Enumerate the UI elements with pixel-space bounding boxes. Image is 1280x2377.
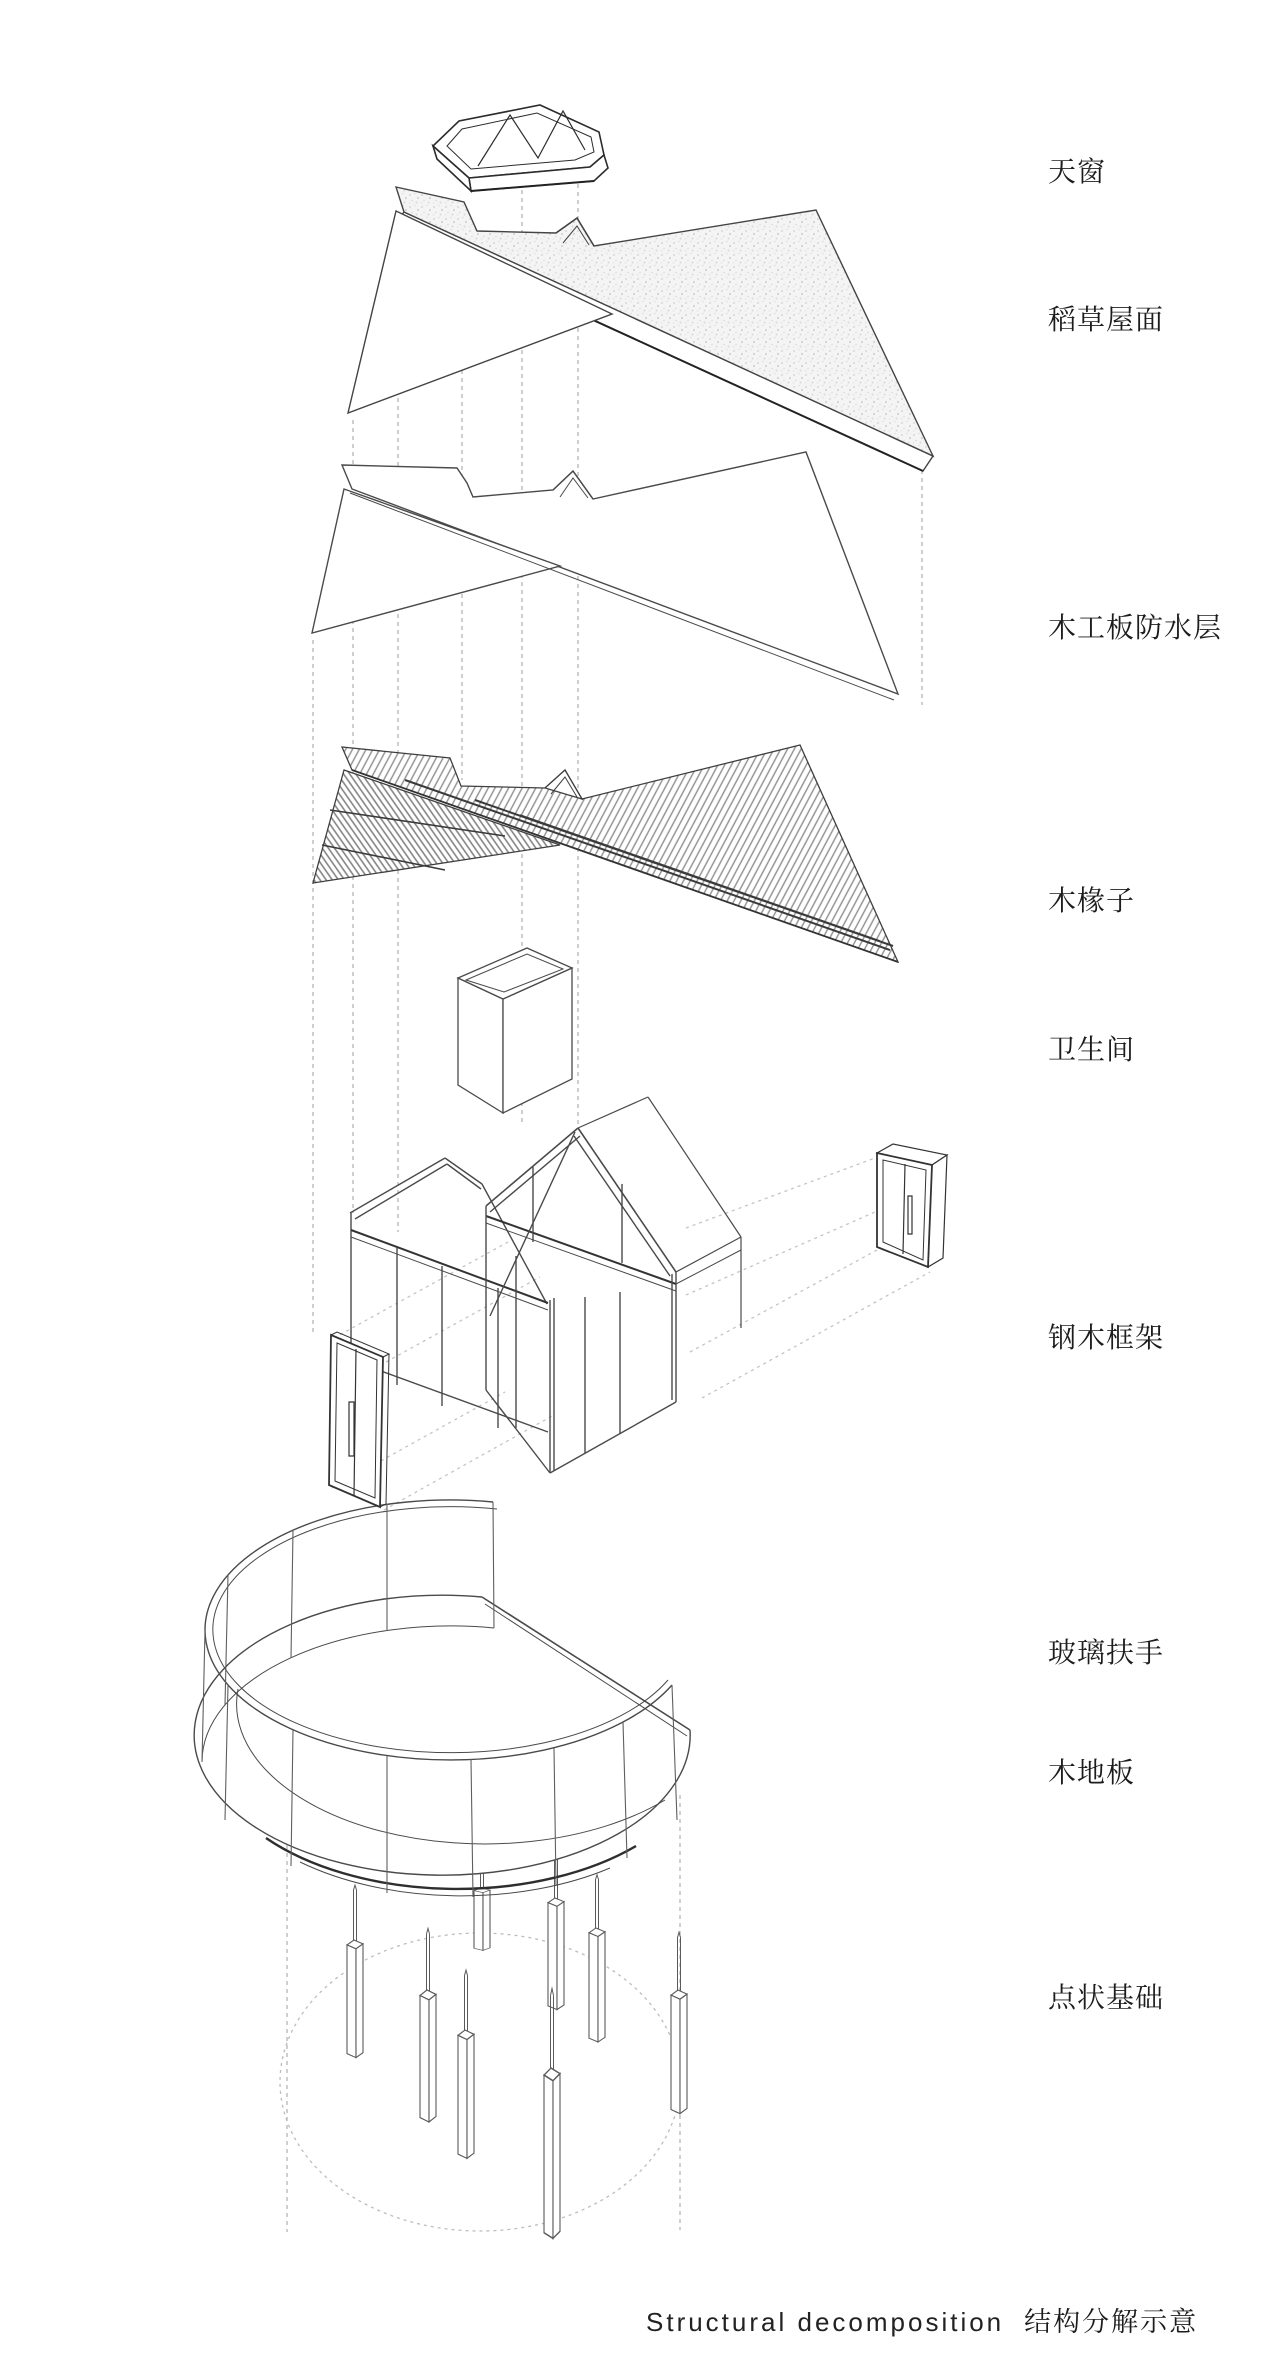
label-rafters: 木椽子 — [1048, 885, 1136, 916]
waterproof-layer-drawing — [312, 452, 898, 700]
panel-projection-rays — [332, 1158, 930, 1510]
caption-english: Structural decomposition — [646, 2307, 1005, 2337]
label-straw-roof: 稻草屋面 — [1048, 304, 1165, 335]
ground-outline-ellipse — [280, 1933, 680, 2231]
label-waterproof-layer: 木工板防水层 — [1048, 612, 1223, 643]
right-door-panel-drawing — [877, 1144, 947, 1267]
label-wood-floor: 木地板 — [1048, 1757, 1136, 1788]
label-bathroom: 卫生间 — [1048, 1034, 1136, 1065]
bathroom-box-drawing — [458, 948, 572, 1113]
label-skylight: 天窗 — [1048, 156, 1107, 187]
label-point-foundation: 点状基础 — [1048, 1982, 1165, 2013]
caption-chinese: 结构分解示意 — [1024, 2307, 1199, 2337]
label-glass-handrail: 玻璃扶手 — [1048, 1637, 1165, 1668]
label-steel-wood-frame: 钢木框架 — [1048, 1322, 1165, 1353]
foundation-drawing — [347, 1846, 687, 2238]
skylight-drawing — [433, 105, 608, 191]
rafters-drawing — [313, 745, 898, 962]
straw-roof-drawing — [348, 187, 933, 471]
wood-floor-drawing — [194, 1595, 690, 1896]
left-door-panel-drawing — [329, 1332, 389, 1507]
frame-drawing — [350, 1097, 741, 1473]
caption — [646, 2300, 1198, 2339]
